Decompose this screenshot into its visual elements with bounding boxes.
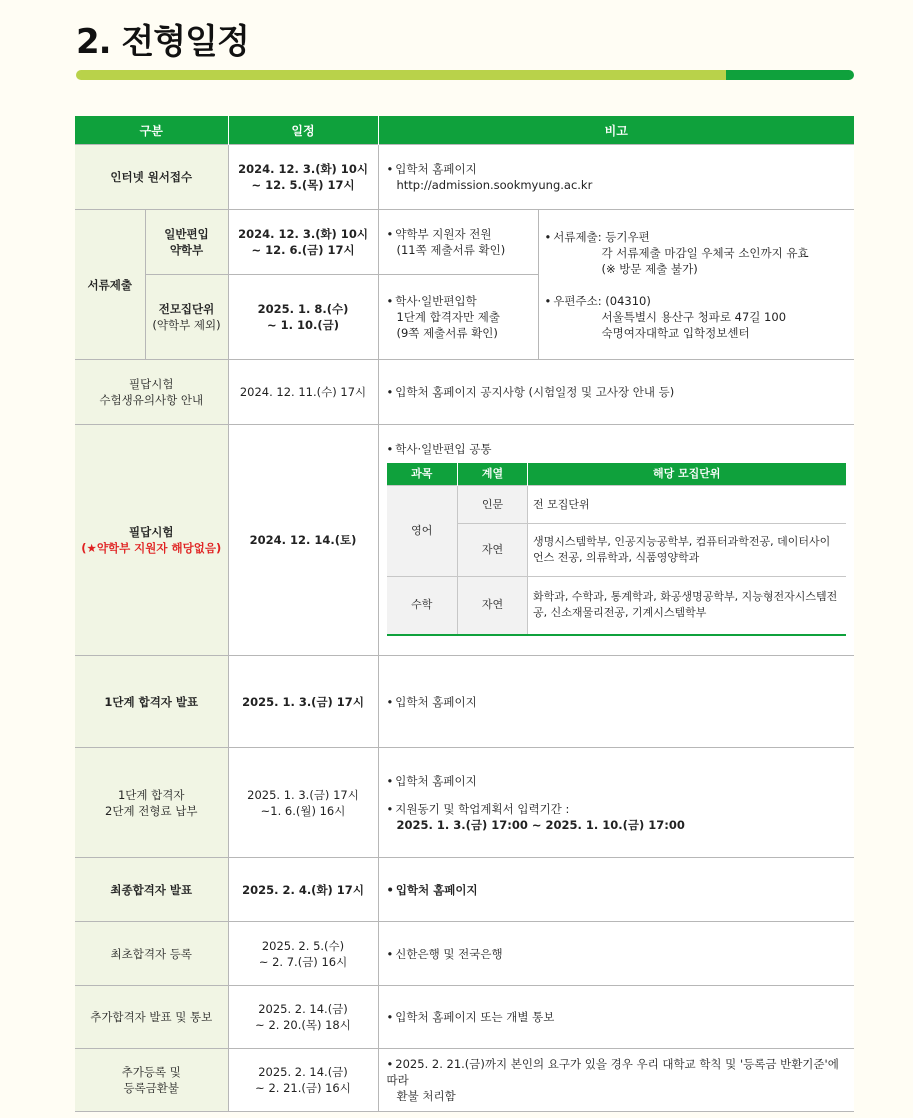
row-note: • 2025. 2. 21.(금)까지 본인의 요구가 있을 경우 우리 대학교 학칙 및 '등록금 반환기준'에 따라 환불 처리함 (378, 1049, 854, 1112)
row-note: • 입학처 홈페이지 • 지원동기 및 학업계획서 입력기간 : 2025. 1. 3.(금) 17:00 ~ 2025. 1. 10.(금) 17:00 (378, 748, 854, 858)
table-row (75, 145, 854, 210)
sub-header-subject: 과목 (387, 463, 458, 486)
table-row (75, 425, 854, 656)
row-date: 2025. 2. 4.(화) 17시 (228, 858, 378, 922)
row-category: 1단계 합격자 발표 (75, 656, 228, 748)
row-date: 2024. 12. 11.(수) 17시 (228, 360, 378, 425)
track-natural: 자연 (458, 524, 528, 577)
row-category: 추가등록 및 등록금환불 (75, 1049, 228, 1112)
row-date: 2025. 1. 8.(수) ~ 1. 10.(금) (228, 275, 378, 360)
table-row (75, 656, 854, 748)
units-cell: 생명시스템학부, 인공지능공학부, 컴퓨터과학전공, 데이터사이언스 전공, 의류학과, 식품영양학과 (528, 524, 846, 577)
header-category: 구분 (75, 116, 228, 145)
exam-subject-table (387, 463, 846, 636)
row-note: • 입학처 홈페이지 (378, 858, 854, 922)
table-header-row (75, 116, 854, 145)
row-date: 2024. 12. 3.(화) 10시 ~ 12. 6.(금) 17시 (228, 210, 378, 275)
table-row (75, 858, 854, 922)
row-category: 필답시험 (★약학부 지원자 해당없음) (75, 425, 228, 656)
row-date: 2025. 1. 3.(금) 17시 (228, 656, 378, 748)
row-category: 필답시험 수험생유의사항 안내 (75, 360, 228, 425)
underline-light-segment (76, 70, 726, 80)
row-date: 2025. 2. 14.(금) ~ 2. 20.(목) 18시 (228, 986, 378, 1049)
subject-math: 수학 (387, 577, 458, 635)
sub-header-units: 해당 모집단위 (528, 463, 846, 486)
schedule-table (75, 116, 854, 1112)
table-row (75, 360, 854, 425)
track-natural: 자연 (458, 577, 528, 635)
row-date: 2025. 2. 14.(금) ~ 2. 21.(금) 16시 (228, 1049, 378, 1112)
table-row (75, 748, 854, 858)
row-category: 최종합격자 발표 (75, 858, 228, 922)
page-title: 2. 전형일정 (76, 22, 249, 62)
track-humanities: 인문 (458, 486, 528, 524)
row-date: 2025. 1. 3.(금) 17시 ~1. 6.(월) 16시 (228, 748, 378, 858)
row-note: • 입학처 홈페이지 http://admission.sookmyung.ac.kr (378, 145, 854, 210)
row-date: 2024. 12. 14.(토) (228, 425, 378, 656)
units-cell: 전 모집단위 (528, 486, 846, 524)
admission-url: http://admission.sookmyung.ac.kr (396, 178, 593, 192)
row-note: • 입학처 홈페이지 또는 개별 통보 (378, 986, 854, 1049)
pharmacy-exempt-note: (★약학부 지원자 해당없음) (81, 541, 222, 555)
row-category: 서류제출 (75, 210, 145, 360)
header-remarks: 비고 (378, 116, 854, 145)
row-note: • 약학부 지원자 전원 (11쪽 제출서류 확인) (378, 210, 538, 275)
row-category: 추가합격자 발표 및 통보 (75, 986, 228, 1049)
row-category: 최초합격자 등록 (75, 922, 228, 986)
row-category: 인터넷 원서접수 (75, 145, 228, 210)
document-submission-note: • 서류제출: 등기우편 각 서류제출 마감일 우체국 소인까지 유효 (※ 방문 제출 불가) • 우편주소: (04310) 서울특별시 용산구 청파로 47길 100 숙명여자대학교 입학정보센터 (538, 210, 854, 360)
row-date: 2025. 2. 5.(수) ~ 2. 7.(금) 16시 (228, 922, 378, 986)
row-note: • 입학처 홈페이지 (378, 656, 854, 748)
underline-dark-segment (726, 70, 854, 80)
sub-header-track: 계열 (458, 463, 528, 486)
row-date: 2024. 12. 3.(화) 10시 ~ 12. 5.(목) 17시 (228, 145, 378, 210)
row-note: • 신한은행 및 전국은행 (378, 922, 854, 986)
row-subcategory: 전모집단위 (약학부 제외) (145, 275, 228, 360)
table-row (75, 1049, 854, 1112)
row-category: 1단계 합격자 2단계 전형료 납부 (75, 748, 228, 858)
row-note: • 학사·일반편입학 1단계 합격자만 제출 (9쪽 제출서류 확인) (378, 275, 538, 360)
row-subcategory: 일반편입 약학부 (145, 210, 228, 275)
header-schedule: 일정 (228, 116, 378, 145)
units-cell: 화학과, 수학과, 통계학과, 화공생명공학부, 지능형전자시스템전공, 신소재물리전공, 기계시스템학부 (528, 577, 846, 635)
subject-english: 영어 (387, 486, 458, 577)
row-note: • 입학처 홈페이지 공지사항 (시험일정 및 고사장 안내 등) (378, 360, 854, 425)
table-row (75, 210, 854, 275)
table-row (75, 922, 854, 986)
title-underline (76, 70, 854, 80)
table-row (75, 986, 854, 1049)
row-note: • 학사·일반편입 공통 과목 계열 해당 모집단위 영어 인문 전 모집단위 자연 생명시스템학부, 인공지능공학부, 컴퓨터과학전공, 데이터사이언스 전공, 의류학과, 식품영양학과 수학 자연 화학과, 수학과, 통계학과, 화공생명공학부, 지능형전자시스템전공, 신소재물리전공, 기계시스템학부 (378, 425, 854, 656)
